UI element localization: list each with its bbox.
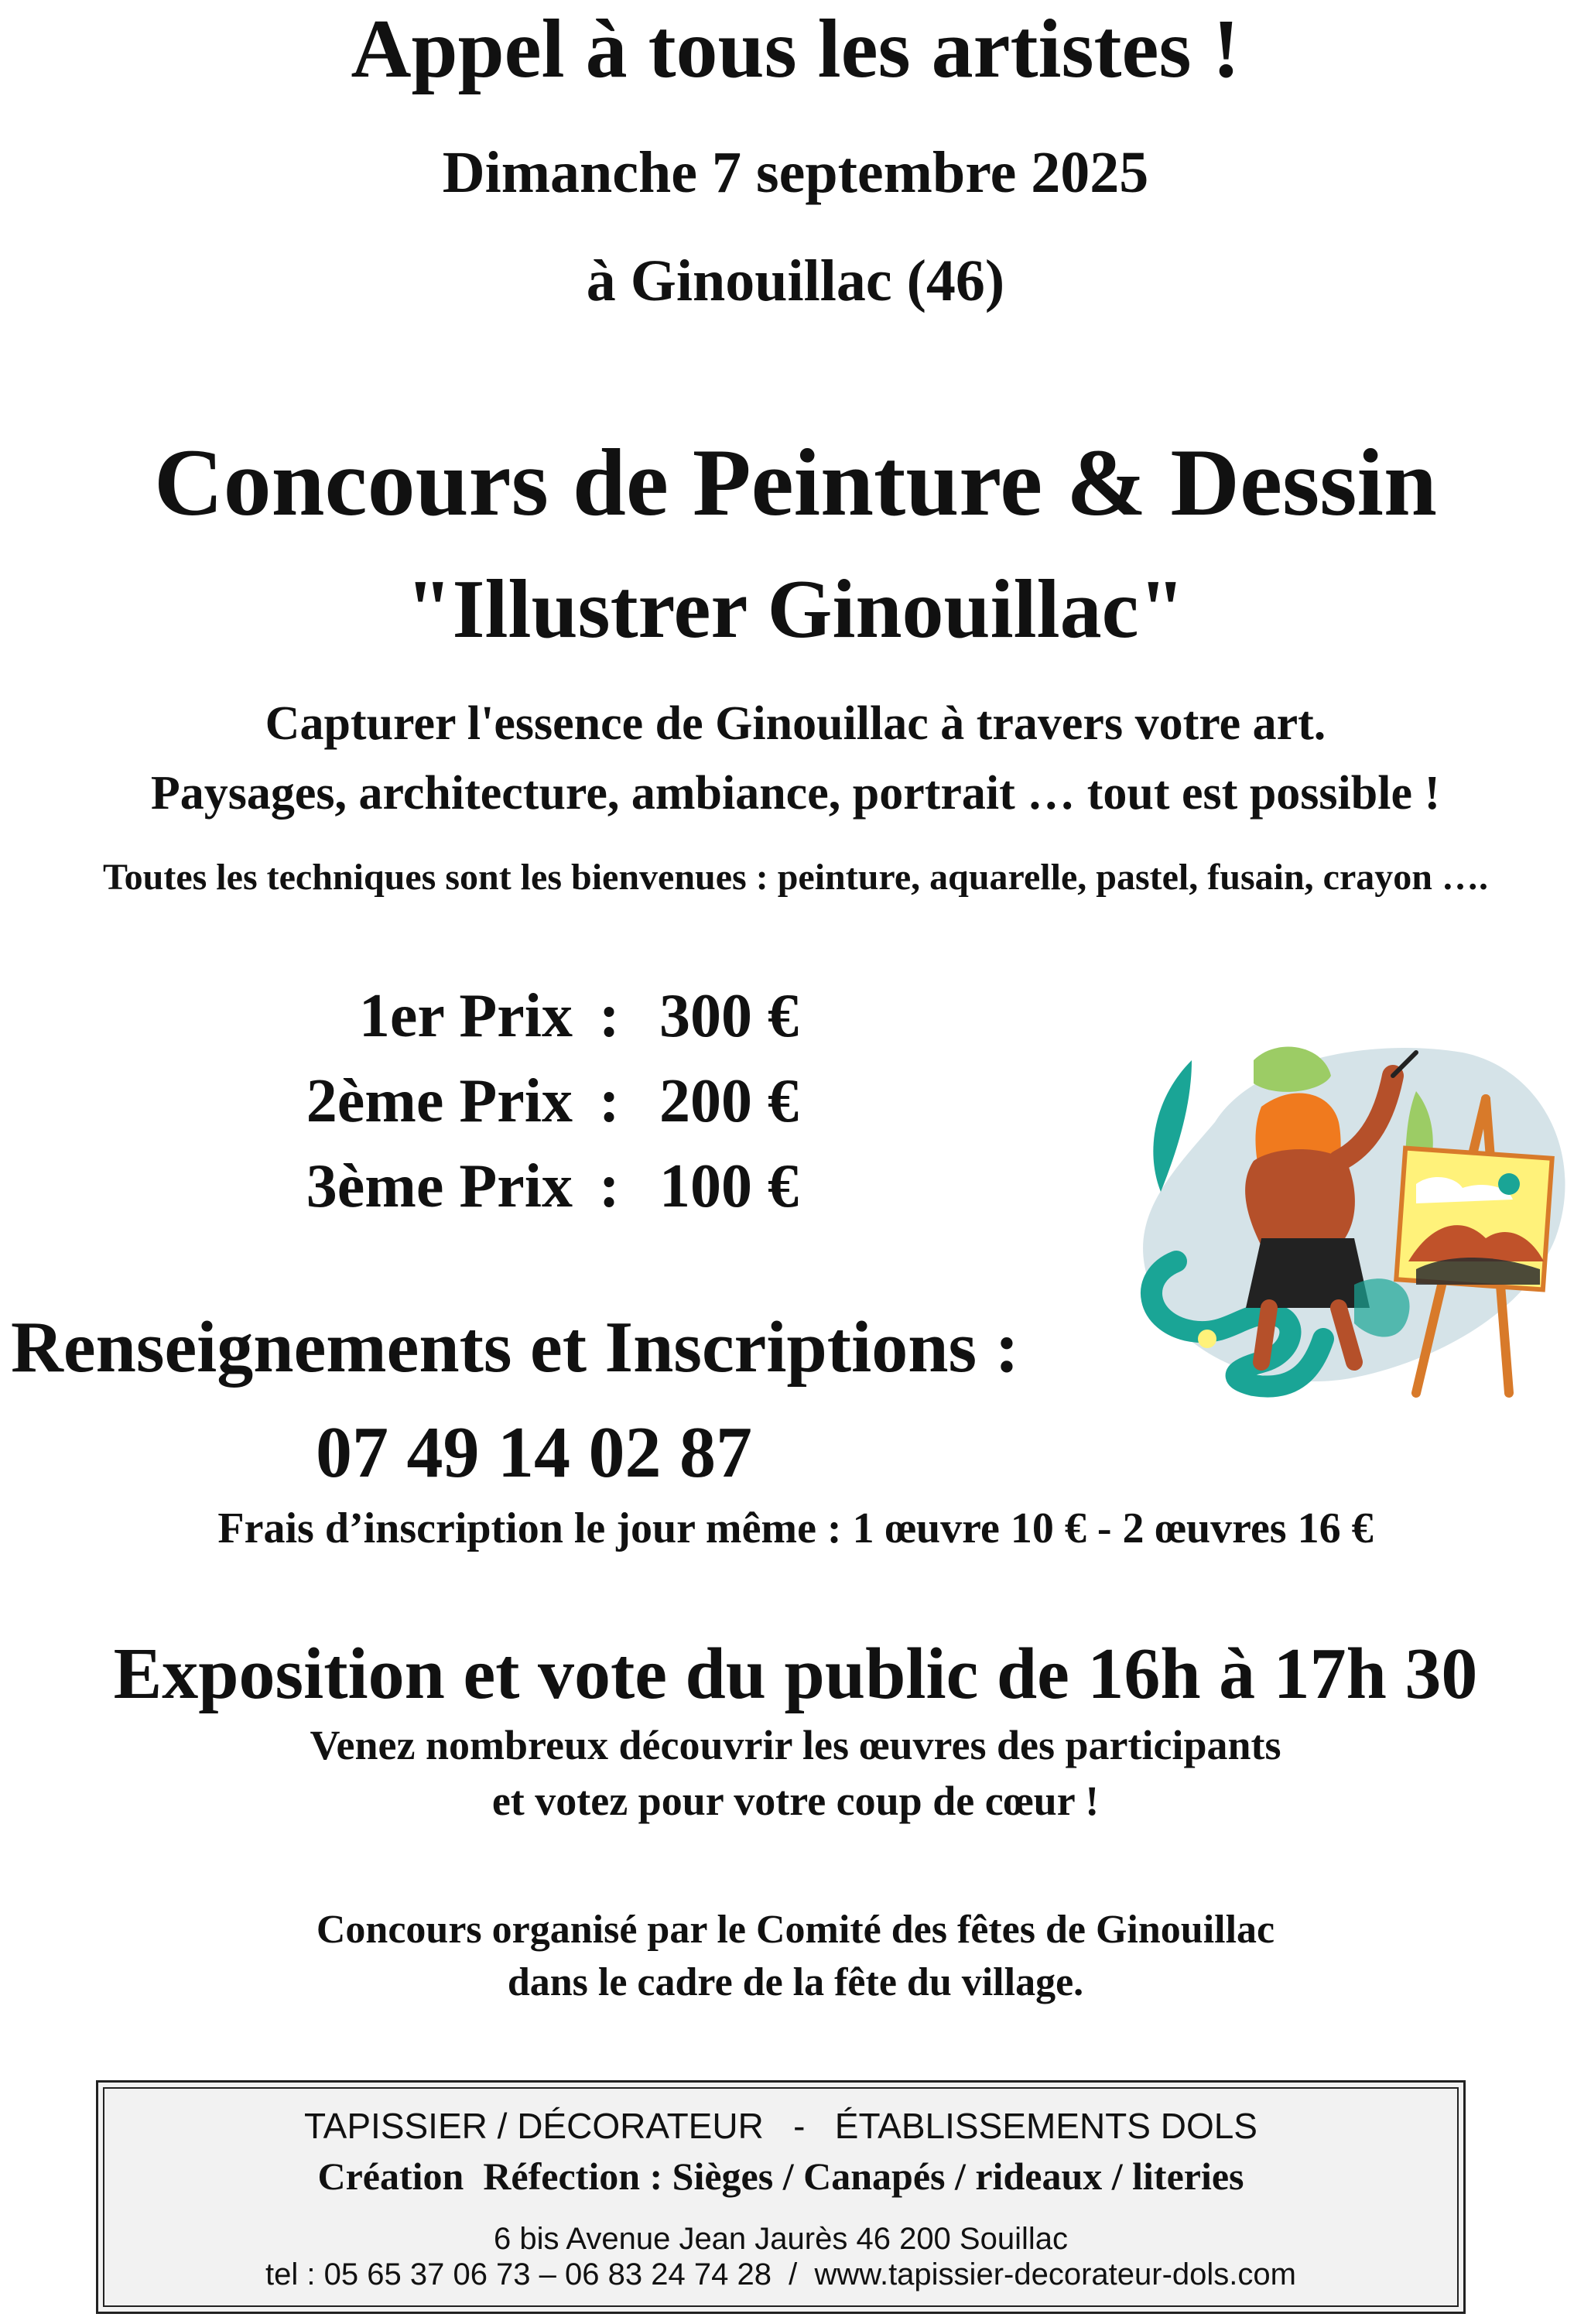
prize-label: 2ème Prix [306,1067,573,1135]
sponsor-services: Création Réfection : Sièges / Canapés / rideaux / literies [317,2155,1244,2198]
exhibition-heading: Exposition et vote du public de 16h à 17h 30 [113,1634,1478,1714]
event-place: à Ginouillac (46) [586,248,1005,313]
prize-separator: : [599,1152,620,1220]
registration-fees: Frais d’inscription le jour même : 1 œuvre 10 € - 2 œuvres 16 € [217,1504,1374,1552]
prize-label: 1er Prix [358,982,573,1050]
prize-separator: : [599,1067,620,1135]
prize-amount: 100 € [659,1152,799,1220]
registration-phone: 07 49 14 02 87 [316,1412,752,1493]
painter-skirt [1246,1238,1370,1308]
contest-title: Concours de Peinture & Dessin [154,430,1437,536]
exhibition-line2: et votez pour votre coup de cœur ! [491,1778,1100,1824]
organizer-line2: dans le cadre de la fête du village. [507,1960,1084,2004]
prize-amount: 200 € [659,1067,799,1135]
prize-row [232,974,929,1059]
sponsor-address: 6 bis Avenue Jean Jaurès 46 200 Souillac [493,2222,1068,2256]
techniques-text: Toutes les techniques sont les bienvenues : peinture, aquarelle, pastel, fusain, crayon …. [103,857,1488,898]
canvas-sun [1498,1173,1520,1195]
contest-theme: "Illustrer Ginouillac" [405,563,1186,655]
registration-heading: Renseignements et Inscriptions : [11,1307,1019,1388]
green-shape [1354,1278,1410,1337]
sponsor-title: TAPISSIER / DÉCORATEUR - ÉTABLISSEMENTS DOLS [303,2106,1257,2146]
sponsor-box [96,2080,1466,2314]
painter-illustration [1122,1029,1571,1401]
prize-separator: : [599,982,620,1050]
prize-row [232,1144,929,1229]
sponsor-contact: tel : 05 65 37 06 73 – 06 83 24 74 28 / www.tapissier-decorateur-dols.com [265,2257,1296,2291]
organizer-line1: Concours organisé par le Comité des fêtes de Ginouillac [316,1908,1275,1952]
paint-dot [1198,1330,1216,1348]
event-date: Dimanche 7 septembre 2025 [442,140,1149,205]
prize-amount: 300 € [659,982,799,1050]
contest-intro-line1: Capturer l'essence de Ginouillac à travers votre art. [265,697,1326,750]
prize-row [232,1059,929,1144]
prize-label: 3ème Prix [306,1152,573,1220]
painter-hair-top [1254,1047,1331,1092]
exhibition-line1: Venez nombreux découvrir les œuvres des participants [310,1722,1281,1768]
call-to-artists-heading: Appel à tous les artistes ! [351,3,1240,95]
contest-intro-line2: Paysages, architecture, ambiance, portrait … tout est possible ! [150,767,1441,820]
